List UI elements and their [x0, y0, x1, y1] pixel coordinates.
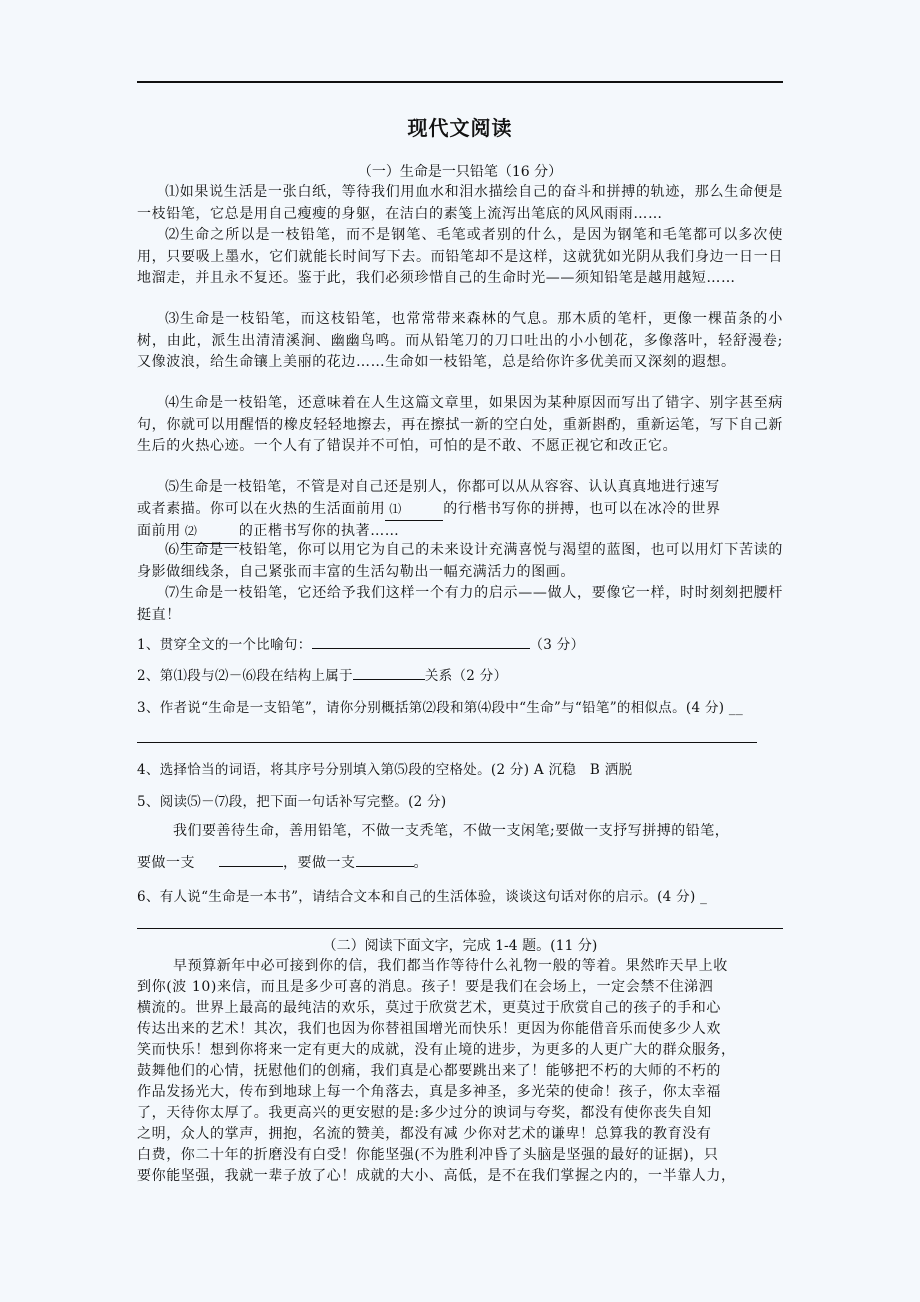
paragraph-6: ⑹生命是一枝铅笔，你可以用它为自己的未来设计充满喜悦与渴望的蓝图，也可以用灯下苦读的身影做细线条，自己紧张而丰富的生活勾勒出一幅充满活力的图画。: [137, 542, 783, 580]
paragraph-1: ⑴如果说生活是一张白纸，等待我们用血水和泪水描绘自己的奋斗和拼搏的轨迹，那么生命便是一枝铅笔，它总是用自己瘦瘦的身躯，在洁白的素笺上流泻出笔底的风风雨雨……: [137, 184, 783, 222]
top-rule: [137, 81, 783, 83]
answer-blank-2[interactable]: [353, 665, 425, 680]
section2-line: 了，天待你太厚了。我更高兴的更安慰的是:多少过分的谀词与夸奖，都没有使你丧失自知: [137, 1105, 712, 1121]
question-3: 3、作者说“生命是一支铅笔”，请你分别概括第⑵段和第⑷段中“生命”与“铅笔”的相似点。(4 分) __: [137, 700, 744, 716]
question-5-fill: [137, 852, 783, 872]
fill-text: 要做一支: [137, 855, 195, 871]
section2-line: 横流的。世界上最高的最纯洁的欢乐，莫过于欣赏艺术，更莫过于欣赏自己的孩子的手和心: [137, 1000, 721, 1016]
page-title: 现代文阅读: [407, 116, 513, 140]
question-2-text: 2、第⑴段与⑵－⑹段在结构上属于: [137, 668, 353, 684]
section2-line: 白费，你二十年的折磨没有白受！你能坚强(不为胜利冲昏了头脑是坚强的最好的证据)，只: [137, 1147, 719, 1163]
answer-blank-5b[interactable]: [356, 852, 414, 867]
section2-body: [137, 956, 783, 1187]
question-1-text: 1、贯穿全文的一个比喻句：: [137, 637, 312, 653]
question-5-sentence: 我们要善待生命，善用铅笔，不做一支秃笔，不做一支闲笔;要做一支抒写拼搏的铅笔，: [173, 823, 730, 839]
paragraph-5-line1: ⑸生命是一枝铅笔，不管是对自己还是别人，你都可以从从容容、认认真真地进行速写: [165, 479, 720, 495]
answer-blank-5a[interactable]: [219, 852, 283, 867]
question-4: 4、选择恰当的词语，将其序号分别填入第⑸段的空格处。(2 分) A 沉稳 B 洒脱: [137, 762, 633, 778]
paragraph-5-text: 或者素描。你可以在火热的生活面前用: [137, 500, 386, 517]
section2-heading: （二）阅读下面文字，完成 1-4 题。(11 分): [322, 938, 598, 954]
paragraph-5-text: 面前用: [137, 523, 181, 539]
section1-heading: （一）生命是一只铅笔（16 分）: [357, 164, 563, 180]
paragraph-7: ⑺生命是一枝铅笔，它还给予我们这样一个有力的启示——做人，要像它一样，时时刻刻把腰杆挺直！: [137, 585, 783, 623]
section2-line: 作品发扬光大，传布到地球上每一个角落去，真是多神圣，多光荣的使命！孩子，你太幸福: [137, 1084, 721, 1100]
answer-line-6[interactable]: [137, 928, 783, 929]
paragraph-5-text: 的正楷书写你的执著……: [238, 523, 400, 539]
paragraph-5: [137, 477, 783, 544]
blank-2[interactable]: ⑵: [181, 521, 239, 544]
question-1-score: （3 分）: [529, 637, 585, 653]
fill-text: ，要做一支: [283, 855, 356, 871]
question-2: [137, 664, 787, 684]
question-2-score: 关系（2 分）: [424, 668, 508, 684]
question-1: [137, 633, 787, 653]
section2-line: 鼓舞他们的心情，抚慰他们的创痛，我们真是心都要跳出来了！能够把不朽的大师的不朽的: [137, 1063, 721, 1079]
answer-line-3[interactable]: [137, 742, 757, 743]
section2-line: 早预算新年中必可接到你的信，我们都当作等待什么礼物一般的等着。果然昨天早上收: [173, 958, 728, 974]
section2-line: 要你能坚强，我就一辈子放了心！成就的大小、高低，是不在我们掌握之内的，一半靠人力，: [137, 1168, 736, 1184]
paragraph-2: ⑵生命之所以是一枝铅笔，而不是钢笔、毛笔或者别的什么，是因为钢笔和毛笔都可以多次使用，只要吸上墨水，它们就能长时间写下去。而铅笔却不是这样，这就犹如光阴从我们身边一日一日地溜走，并且永不复还。鉴于此，我们必须珍惜自己的生命时光——须知铅笔是越用越短……: [137, 227, 783, 286]
paragraph-3: ⑶生命是一枝铅笔，而这枝铅笔，也常常带来森林的气息。那木质的笔杆，更像一棵苗条的小树，由此，派生出清清溪涧、幽幽鸟鸣。而从铅笔刀的刀口吐出的小小刨花，多像落叶，轻舒漫卷;又像波浪，给生命镶上美丽的花边……生命如一枝铅笔，总是给你许多优美而又深刻的遐想。: [137, 311, 783, 370]
section2-line: 传达出来的艺术！其次，我们也因为你替祖国增光而快乐！更因为你能借音乐而使多少人欢: [137, 1021, 721, 1037]
answer-blank-1[interactable]: [312, 634, 530, 649]
section2-line: 之明，众人的掌声，拥抱，名流的赞美，都没有减 少你对艺术的谦卑！总算我的教育没有: [137, 1126, 712, 1142]
paragraph-4: ⑷生命是一枝铅笔，还意味着在人生这篇文章里，如果因为某种原因而写出了错字、别字甚至病句，你就可以用醒悟的橡皮轻轻地擦去，再在擦拭一新的空白处，重新斟酌，重新运笔，写下自己新生后的火热心迹。一个人有了错误并不可怕，可怕的是不敢、不愿正视它和改正它。: [137, 395, 783, 454]
question-5: 5、阅读⑸－⑺段，把下面一句话补写完整。(2 分): [137, 794, 447, 810]
blank-1[interactable]: ⑴: [385, 499, 443, 522]
paragraph-5-line2: [137, 499, 783, 522]
section2-line: 到你(波 10)来信，而且是多少可喜的消息。孩子！要是我们在会场上，一定会禁不住涕泗: [137, 979, 714, 995]
fill-text: 。: [413, 855, 428, 871]
section2-line: 笑而快乐！想到你将来一定有更大的成就，没有止境的进步，为更多的人更广大的群众服务，: [137, 1042, 736, 1058]
question-6: 6、有人说“生命是一本书”，请结合文本和自己的生活体验，谈谈这句话对你的启示。(4 分) _: [137, 889, 708, 905]
paragraph-5-text: 的行楷书写你的拼搏，也可以在冰冷的世界: [443, 500, 721, 517]
